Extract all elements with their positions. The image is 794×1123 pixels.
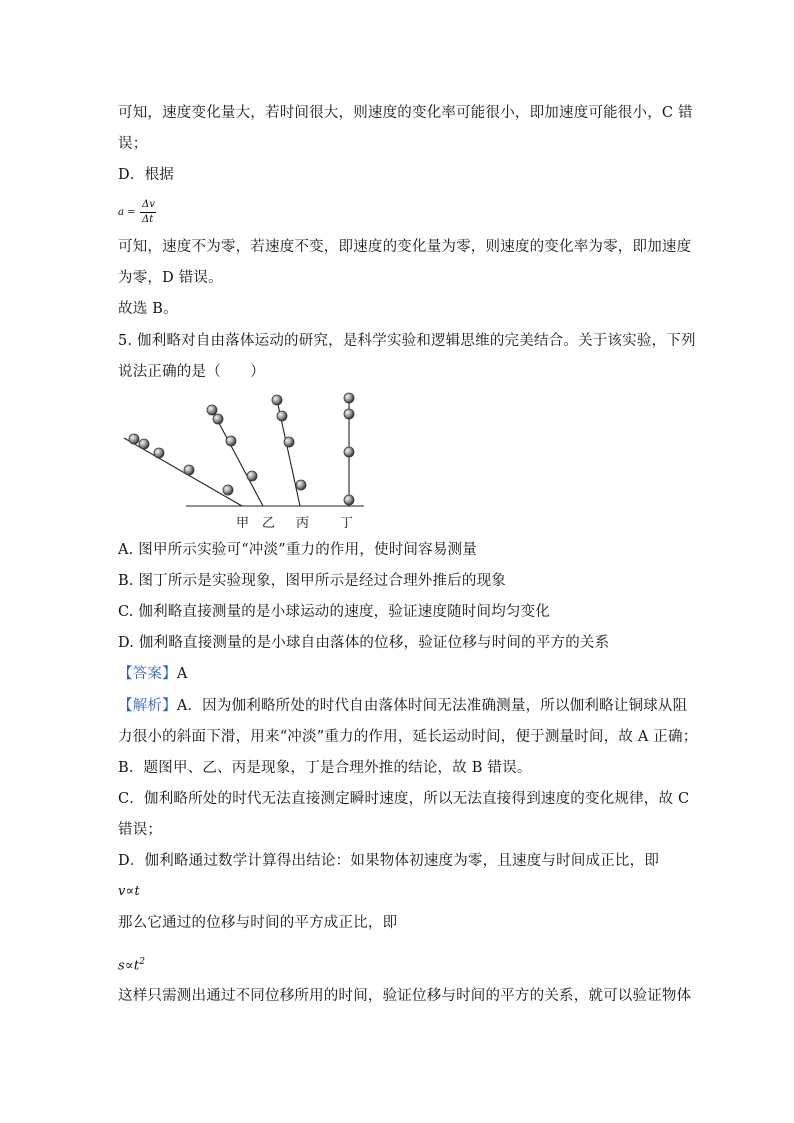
incline-yi (212, 410, 263, 506)
ball (344, 447, 354, 457)
analysis-tag: 【解析】 (118, 698, 177, 714)
text-line: 为零，D 错误。 (118, 270, 223, 286)
analysis-line: D．伽利略通过数学计算得出结论：如果物体初速度为零，且速度与时间成正比，即 (118, 853, 660, 869)
formula-numerator: Δv (142, 199, 155, 210)
ball (213, 414, 223, 424)
analysis-line: 错误； (118, 822, 163, 838)
option-c: C. 伽利略直接测量的是小球运动的速度，验证速度随时间均匀变化 (118, 604, 550, 620)
label-jia: 甲 (236, 516, 250, 531)
formula-lhs: a = (118, 207, 136, 218)
label-yi: 乙 (262, 516, 276, 531)
ball (344, 393, 354, 403)
ball (139, 439, 149, 449)
formula-base: s∝t (118, 958, 140, 974)
text-line: D．根据 (118, 167, 174, 183)
formula-acceleration (118, 199, 178, 227)
ball (184, 465, 194, 475)
ball (226, 436, 236, 446)
question-stem: 说法正确的是（ ） (118, 364, 265, 380)
analysis-line: 那么它通过的位移与时间的平方成正比，即 (118, 915, 398, 931)
option-a: A. 图甲所示实验可“冲淡”重力的作用，使时间容易测量 (118, 542, 477, 558)
analysis-line: C．伽利略所处的时代无法直接测定瞬时速度，所以无法直接得到速度的变化规律，故 C (118, 791, 690, 807)
option-b: B. 图丁所示是实验现象，图甲所示是经过合理外推后的现象 (118, 573, 506, 589)
formula-exponent: 2 (139, 957, 146, 967)
ball (207, 405, 217, 415)
ball (129, 434, 139, 444)
answer-tag: 【答案】 (118, 666, 177, 682)
fraction-bar (140, 212, 156, 213)
galileo-incline-figure (118, 388, 378, 538)
analysis-line: 力很小的斜面下滑，用来“冲淡”重力的作用，延长运动时间，便于测量时间，故 A 正确； (118, 729, 698, 745)
text-line: 可知，速度变化量大，若时间很大，则速度的变化率可能很小，即加速度可能很小，C 错 (118, 105, 693, 121)
ball (277, 411, 287, 421)
question-stem: 5. 伽利略对自由落体运动的研究，是科学实验和逻辑思维的完美结合。关于该实验，下列 (118, 333, 696, 349)
formula-v-prop-t: v∝t (118, 884, 140, 899)
ball (247, 471, 257, 481)
analysis-line: B．题图甲、乙、丙是现象，丁是合理外推的结论，故 B 错误。 (118, 760, 532, 776)
ball (344, 409, 354, 419)
option-d: D. 伽利略直接测量的是小球自由落体的位移，验证位移与时间的平方的关系 (118, 635, 610, 651)
analysis-line (118, 696, 687, 716)
ball (344, 495, 354, 505)
text-line: 可知，速度不为零，若速度不变，即速度的变化量为零，则速度的变化率为零，即加速度 (118, 239, 692, 255)
text-line: 故选 B。 (118, 301, 178, 317)
label-ding: 丁 (340, 516, 354, 531)
ball (296, 480, 306, 490)
ball (272, 395, 282, 405)
formula-denominator: Δt (142, 214, 154, 225)
formula-s-prop-t2 (118, 952, 145, 976)
ball (154, 448, 164, 458)
text-line: 误； (118, 136, 148, 152)
answer-value: A (176, 666, 188, 682)
answer-line (118, 664, 187, 684)
label-bing: 丙 (296, 516, 310, 531)
ball (284, 437, 294, 447)
analysis-text: A．因为伽利略所处的时代自由落体时间无法准确测量，所以伽利略让铜球从阻 (176, 698, 688, 714)
ball (223, 485, 233, 495)
analysis-line: 这样只需测出通过不同位移所用的时间，验证位移与时间的平方的关系，就可以验证物体 (118, 988, 692, 1004)
